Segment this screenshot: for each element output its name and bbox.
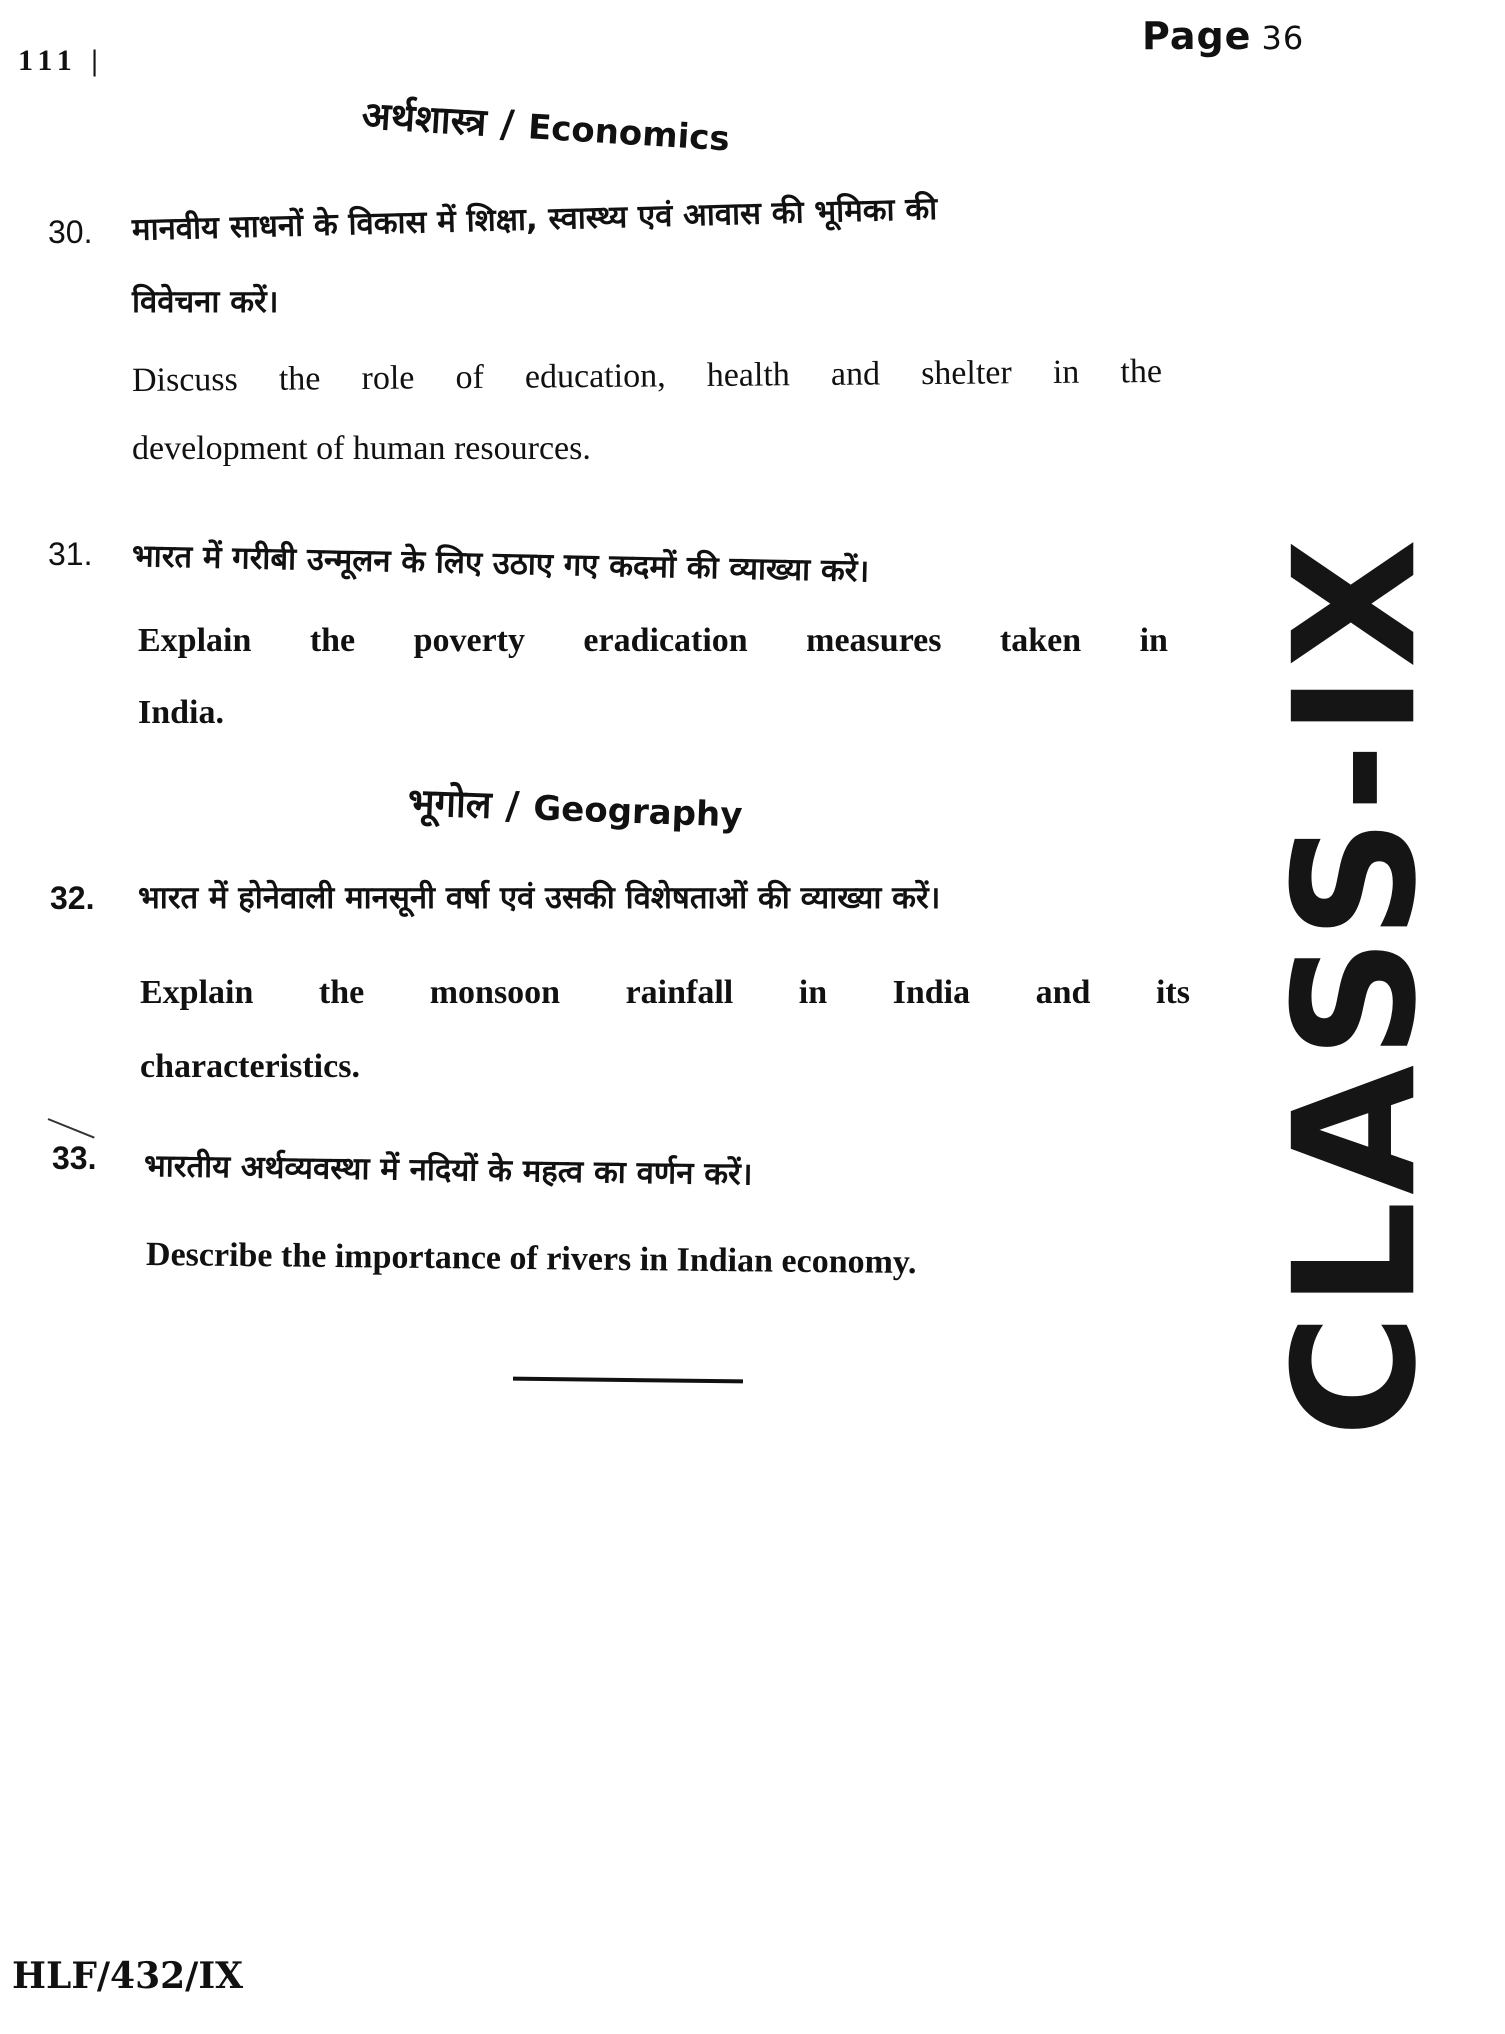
question-hindi-text: भारत में गरीबी उन्मूलन के लिए उठाए गए कदमों की व्याख्या करें। <box>131 538 870 590</box>
word: taken <box>999 622 1082 659</box>
page-number: 36 <box>1261 19 1305 57</box>
heading-hindi: अर्थशास्त्र <box>360 92 488 145</box>
word: role <box>361 359 415 397</box>
word: Explain <box>140 974 254 1011</box>
question-english-text: development of human resources. <box>132 430 591 467</box>
word: India <box>892 974 971 1011</box>
question-english-text <box>138 622 1168 660</box>
heading-hindi: भूगोल <box>407 779 493 827</box>
word: Explain <box>138 622 252 659</box>
word: in <box>1052 353 1080 391</box>
word: rainfall <box>625 974 734 1011</box>
word: health <box>706 356 790 394</box>
word: the <box>1120 353 1163 391</box>
end-of-paper-rule <box>513 1377 743 1384</box>
heading-separator: / <box>504 782 521 828</box>
page-label <box>1142 14 1304 58</box>
word: the <box>309 622 356 659</box>
question-english-text: Describe the importance of rivers in Indian economy. <box>145 1236 917 1282</box>
question-english-text <box>132 353 1162 400</box>
heading-separator: / <box>499 100 516 147</box>
word: its <box>1155 974 1190 1011</box>
word: in <box>1139 622 1168 659</box>
question-english-text: India. <box>138 694 224 731</box>
heading-english: Economics <box>526 107 731 160</box>
question-number: 31. <box>48 536 93 572</box>
word: the <box>278 360 321 398</box>
word: Discuss <box>131 361 238 399</box>
page-marker: 111 | <box>18 44 104 77</box>
question-hindi-text: विवेचना करें। <box>132 284 279 320</box>
question-hindi-text: मानवीय साधनों के विकास में शिक्षा, स्वास्थ्य एवं आवास की भूमिका की <box>131 190 938 248</box>
word: shelter <box>920 354 1012 393</box>
question-english-text: characteristics. <box>140 1048 360 1085</box>
class-watermark <box>1257 420 1454 1550</box>
question-english-text <box>140 974 1190 1012</box>
word: and <box>1035 974 1091 1011</box>
question-number: 33. <box>52 1140 97 1176</box>
word: of <box>455 358 485 397</box>
section-heading-economics <box>360 88 731 162</box>
word: the <box>318 974 365 1011</box>
word: eradication <box>583 622 748 659</box>
heading-english: Geography <box>532 788 744 836</box>
section-heading-geography <box>407 775 743 839</box>
question-number: 30. <box>48 214 93 250</box>
word: measures <box>806 622 942 659</box>
page-word: Page <box>1142 14 1252 58</box>
question-hindi-text: भारतीय अर्थव्यवस्था में नदियों के महत्व का वर्णन करें। <box>143 1148 753 1193</box>
word: in <box>798 974 828 1011</box>
word: monsoon <box>429 974 561 1011</box>
word: poverty <box>413 622 525 659</box>
question-hindi-text: भारत में होनेवाली मानसूनी वर्षा एवं उसकी विशेषताओं की व्याख्या करें। <box>138 880 941 916</box>
word: education, <box>524 357 666 396</box>
word: and <box>830 355 881 393</box>
scan-mark <box>48 1118 95 1139</box>
question-number: 32. <box>50 880 95 916</box>
paper-code: HLF/432/IX <box>12 1955 244 1997</box>
watermark-text: CLASS-IX <box>1257 532 1454 1438</box>
